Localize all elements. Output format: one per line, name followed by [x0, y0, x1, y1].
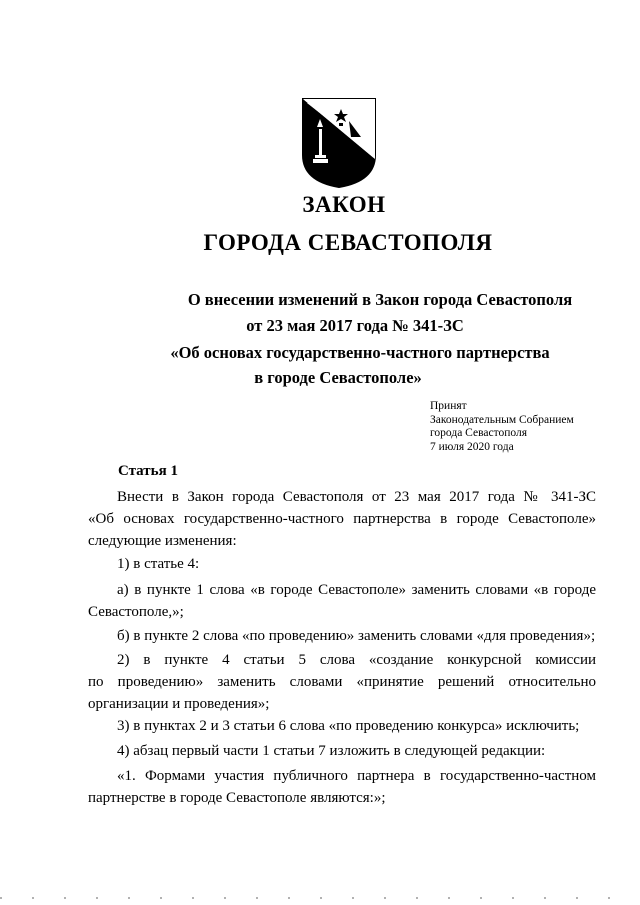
- paragraph-item-1a: [88, 579, 596, 623]
- text-line: «1. Формами участия публичного партнера в государственно-частном: [117, 768, 596, 784]
- paragraph-item-4: [88, 740, 596, 762]
- adoption-line: Законодательным Собранием: [430, 413, 574, 426]
- adoption-line: Принят: [430, 400, 467, 412]
- adoption-date: 7 июля 2020 года: [430, 440, 514, 453]
- paragraph-item-2: [88, 649, 596, 715]
- paragraph-item-3: [88, 715, 596, 737]
- text-line: партнерстве в городе Севастополе являются:»;: [88, 790, 386, 806]
- text-line: Севастополе,»;: [88, 604, 184, 620]
- text-line: б) в пункте 2 слова «по проведению» заменить словами «для проведения»;: [117, 628, 596, 644]
- document-authority-title: ГОРОДА СЕВАСТОПОЛЯ: [203, 230, 493, 255]
- heading-line-4: в городе Севастополе»: [254, 368, 422, 387]
- paragraph-item-1: [88, 553, 596, 575]
- heading-line-1: О внесении изменений в Закон города Севастополя: [187, 290, 573, 309]
- adoption-block: [430, 400, 630, 454]
- heading-line-2: от 23 мая 2017 года № 341-ЗС: [246, 316, 464, 335]
- paragraph-intro: [88, 486, 596, 552]
- paragraph-item-4-quote: [88, 765, 596, 809]
- text-line: 3) в пунктах 2 и 3 статьи 6 слова «по проведению конкурса» исключить;: [117, 718, 580, 734]
- paragraph-item-1b: [88, 625, 596, 647]
- article-title: Статья 1: [118, 463, 178, 479]
- text-line: по проведению» заменить словами «принятие решений относительно: [88, 674, 596, 690]
- text-line: 2) в пункте 4 статьи 5 слова «создание конкурсной комиссии: [117, 652, 596, 668]
- sevastopol-coat-of-arms-emblem: [301, 97, 377, 189]
- document-type-title: ЗАКОН: [302, 192, 386, 217]
- adoption-line: города Севастополя: [430, 427, 527, 439]
- heading-line-3: «Об основах государственно-частного партнерства: [170, 343, 550, 362]
- text-line: организации и проведения»;: [88, 696, 270, 712]
- text-line: 4) абзац первый части 1 статьи 7 изложить в следующей редакции:: [117, 743, 546, 759]
- text-line: а) в пункте 1 слова «в городе Севастополе» заменить словами «в городе: [117, 582, 596, 598]
- text-line: «Об основах государственно-частного партнерства в городе Севастополе»: [88, 511, 596, 527]
- scan-edge-marks: [0, 897, 640, 899]
- text-line: следующие изменения:: [88, 533, 237, 549]
- text-line: Внести в Закон города Севастополя от 23 мая 2017 года № 341-ЗС: [117, 489, 596, 505]
- text-line: 1) в статье 4:: [117, 556, 200, 572]
